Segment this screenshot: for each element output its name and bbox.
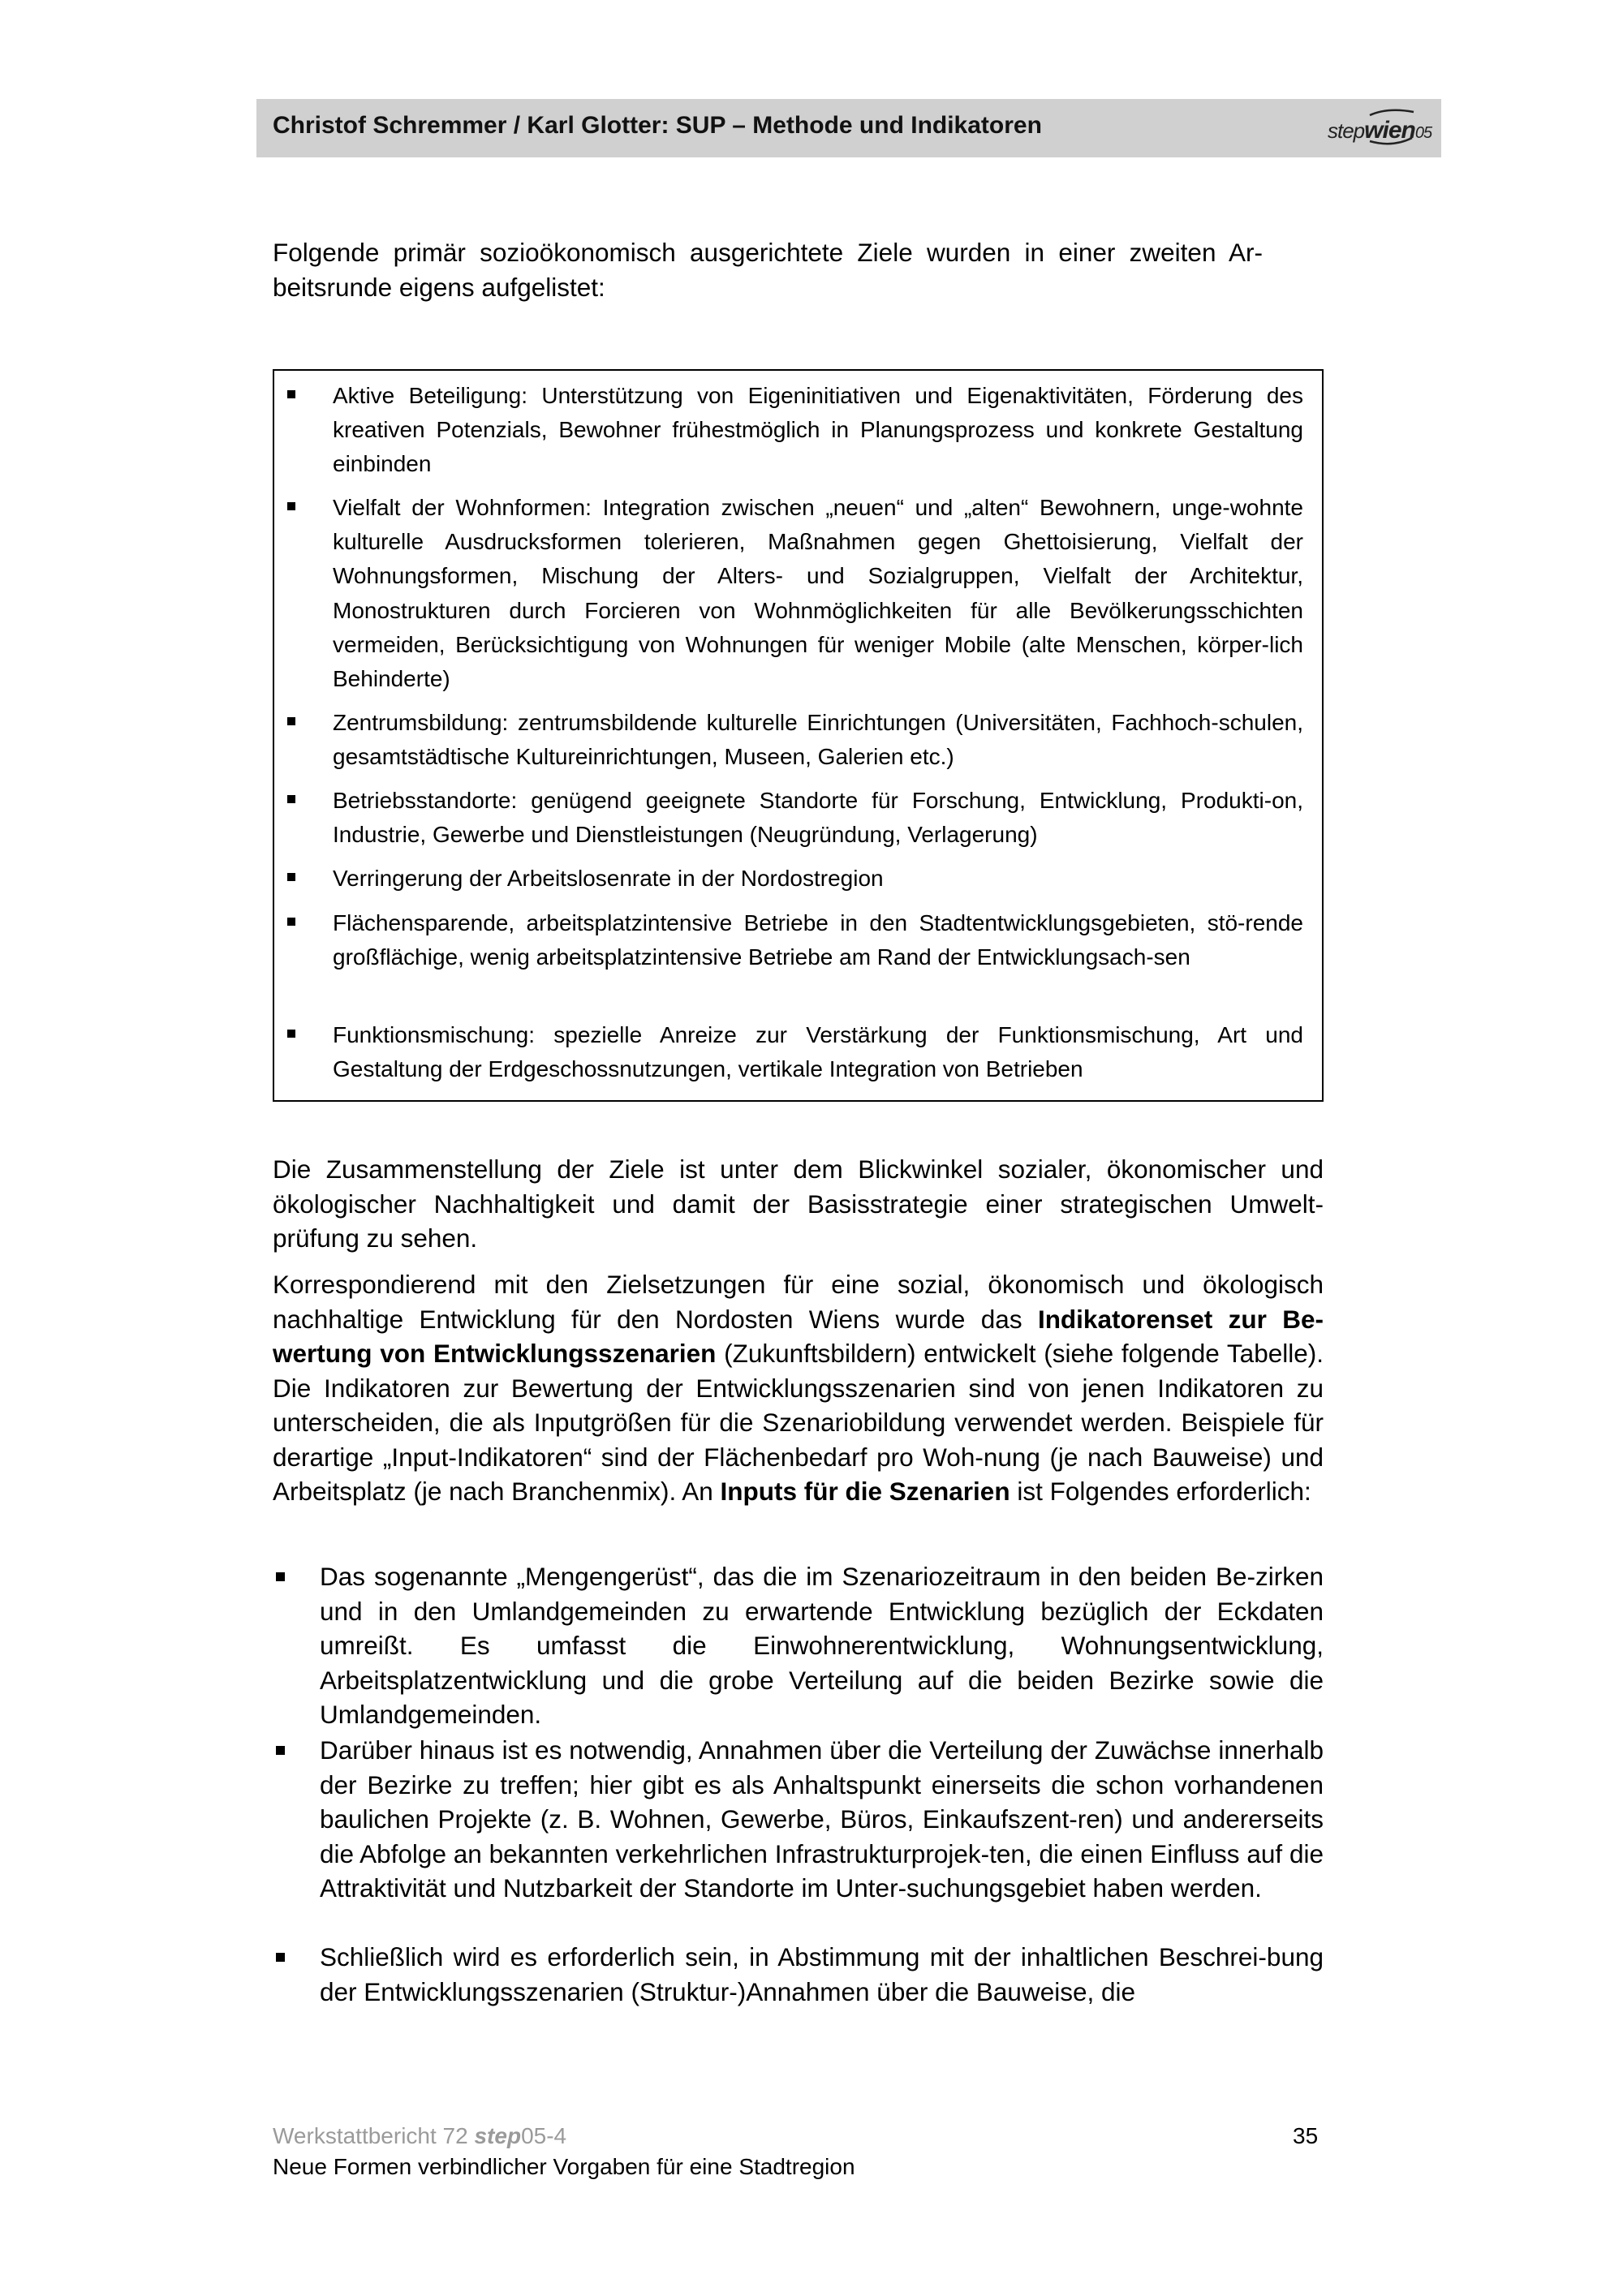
square-bullet-icon xyxy=(287,502,295,510)
square-bullet-icon xyxy=(276,1746,285,1755)
footer-series xyxy=(273,2121,855,2152)
bold-phrase: Inputs für die Szenarien xyxy=(720,1477,1010,1506)
bold-phrase: Indikatorenset zur Be-wertung von Entwicklungsszenarien xyxy=(273,1304,1324,1368)
footer-subtitle: Neue Formen verbindlicher Vorgaben für eine Stadtregion xyxy=(273,2154,855,2179)
logo-suffix: 05 xyxy=(1414,124,1432,142)
paragraph-text: Korrespondierend mit den Zielsetzungen für eine sozial, ökonomisch und ökologisch nachhaltige Entwicklung für den Nordosten Wiens wurde das xyxy=(273,1270,1324,1334)
square-bullet-icon xyxy=(276,1572,285,1581)
goal-text: Verringerung der Arbeitslosenrate in der Nordostregion xyxy=(333,866,884,891)
input-list-text: Schließlich wird es erforderlich sein, in Abstimmung mit der inhaltlichen Beschrei-bung der Entwicklungsszenarien (Struktur-)Annahmen über die Bauweise, die xyxy=(320,1942,1324,2006)
goal-text: Zentrumsbildung: zentrumsbildende kulturelle Einrichtungen (Universitäten, Fachhoch-schulen, gesamtstädtische Kultureinrichtungen, Museen, Galerien etc.) xyxy=(333,710,1303,770)
goals-box xyxy=(273,369,1324,1102)
paragraph-text: ist Folgendes erforderlich: xyxy=(1010,1477,1311,1506)
square-bullet-icon xyxy=(287,795,295,803)
page-number: 35 xyxy=(1293,2123,1319,2148)
square-bullet-icon xyxy=(287,918,295,926)
goal-text: Vielfalt der Wohnformen: Integration zwischen „neuen“ und „alten“ Bewohnern, unge-wohnte kulturelle Ausdrucksformen tolerieren, Maßnahmen gegen Ghettoisierung, Vielfalt der Wohnungsformen, Mischung der Alters- und Sozialgruppen, Vielfalt der Architektur, Monostrukturen durch Forcieren von Wohnmöglichkeiten für alle Bevölkerungsschichten vermeiden, Berücksichtigung von Wohnungen für weniger Mobile (alte Menschen, körper-lich Behinderte) xyxy=(333,495,1303,692)
square-bullet-icon xyxy=(276,1953,285,1962)
input-list-text: Darüber hinaus ist es notwendig, Annahmen über die Verteilung der Zuwächse innerhalb der Bezirke zu treffen; hier gibt es als Anhaltspunkt einerseits die schon vorhandenen baulichen Projekte (z. B. Wohnen, Gewerbe, Büros, Einkaufszent-ren) und andererseits die Abfolge an bekannten verkehrlichen Infrastrukturprojek-ten, die einen Einfluss auf die Attraktivität und Nutzbarkeit der Standorte im Unter-suchungsgebiet haben werden. xyxy=(320,1735,1324,1903)
paragraph-text: (Zukunftsbildern) entwickelt (siehe folgende Tabelle). Die Indikatoren zur Bewertung der Entwicklungsszenarien sind von jenen Indikatoren zu unterscheiden, die als Inputgrößen für die Szenariobildung verwendet werden. Beispiele für derartige „Input-Indikatoren“ sind der Flächenbedarf pro Woh-nung (je nach Bauweise) und Arbeitsplatz (je nach Branchenmix). An xyxy=(273,1339,1324,1506)
intro-paragraph: Folgende primär sozioökonomisch ausgerichtete Ziele wurden in einer zweiten Ar-beitsrunde eigens aufgelistet: xyxy=(273,238,1263,302)
input-list-text: Das sogenannte „Mengengerüst“, das die im Szenariozeitraum in den beiden Be-zirken und in den Umlandgemeinden zu erwartende Entwicklung bezüglich der Eckdaten umreißt. Es umfasst die Einwohnerentwicklung, Wohnungsentwicklung, Arbeitsplatzentwicklung und die grobe Verteilung auf die beiden Bezirke sowie die Umlandgemeinden. xyxy=(320,1562,1324,1729)
series-step: step xyxy=(474,2123,522,2148)
summary-paragraph: Die Zusammenstellung der Ziele ist unter dem Blickwinkel sozialer, ökonomischer und ökologischer Nachhaltigkeit und damit der Basisstrategie einer strategischen Umwelt-prüfung zu sehen. xyxy=(273,1154,1324,1253)
square-bullet-icon xyxy=(287,390,295,398)
square-bullet-icon xyxy=(287,717,295,725)
series-number: 05-4 xyxy=(521,2123,567,2148)
logo-text xyxy=(1328,117,1431,144)
header-bar xyxy=(256,99,1441,157)
series-label: Werkstattbericht 72 xyxy=(273,2123,475,2148)
header-title: Christof Schremmer / Karl Glotter: SUP – Methode und Indikatoren xyxy=(273,112,1042,139)
goal-text: Aktive Beteiligung: Unterstützung von Eigeninitiativen und Eigenaktivitäten, Förderung des kreativen Potenzials, Bewohner frühestmöglich in Planungsprozess und konkrete Gestaltung einbinden xyxy=(333,383,1303,477)
goal-text: Flächensparende, arbeitsplatzintensive Betriebe in den Stadtentwicklungsgebieten, stö-rende großflächige, wenig arbeitsplatzintensive Betriebe am Rand der Entwicklungsach-sen xyxy=(333,910,1303,970)
logo-name: wien xyxy=(1364,117,1415,144)
goal-text: Funktionsmischung: spezielle Anreize zur Verstärkung der Funktionsmischung, Art und Gestaltung der Erdgeschossnutzungen, vertikale Integration von Betrieben xyxy=(333,1022,1303,1082)
indicator-paragraph xyxy=(273,1267,1324,1509)
footer xyxy=(273,2121,855,2182)
square-bullet-icon xyxy=(287,1030,295,1038)
square-bullet-icon xyxy=(287,873,295,881)
step-wien-logo xyxy=(1323,105,1436,151)
goal-text: Betriebsstandorte: genügend geeignete Standorte für Forschung, Entwicklung, Produkti-on, Industrie, Gewerbe und Dienstleistungen (Neugründung, Verlagerung) xyxy=(333,788,1303,848)
logo-prefix: step xyxy=(1328,118,1365,143)
